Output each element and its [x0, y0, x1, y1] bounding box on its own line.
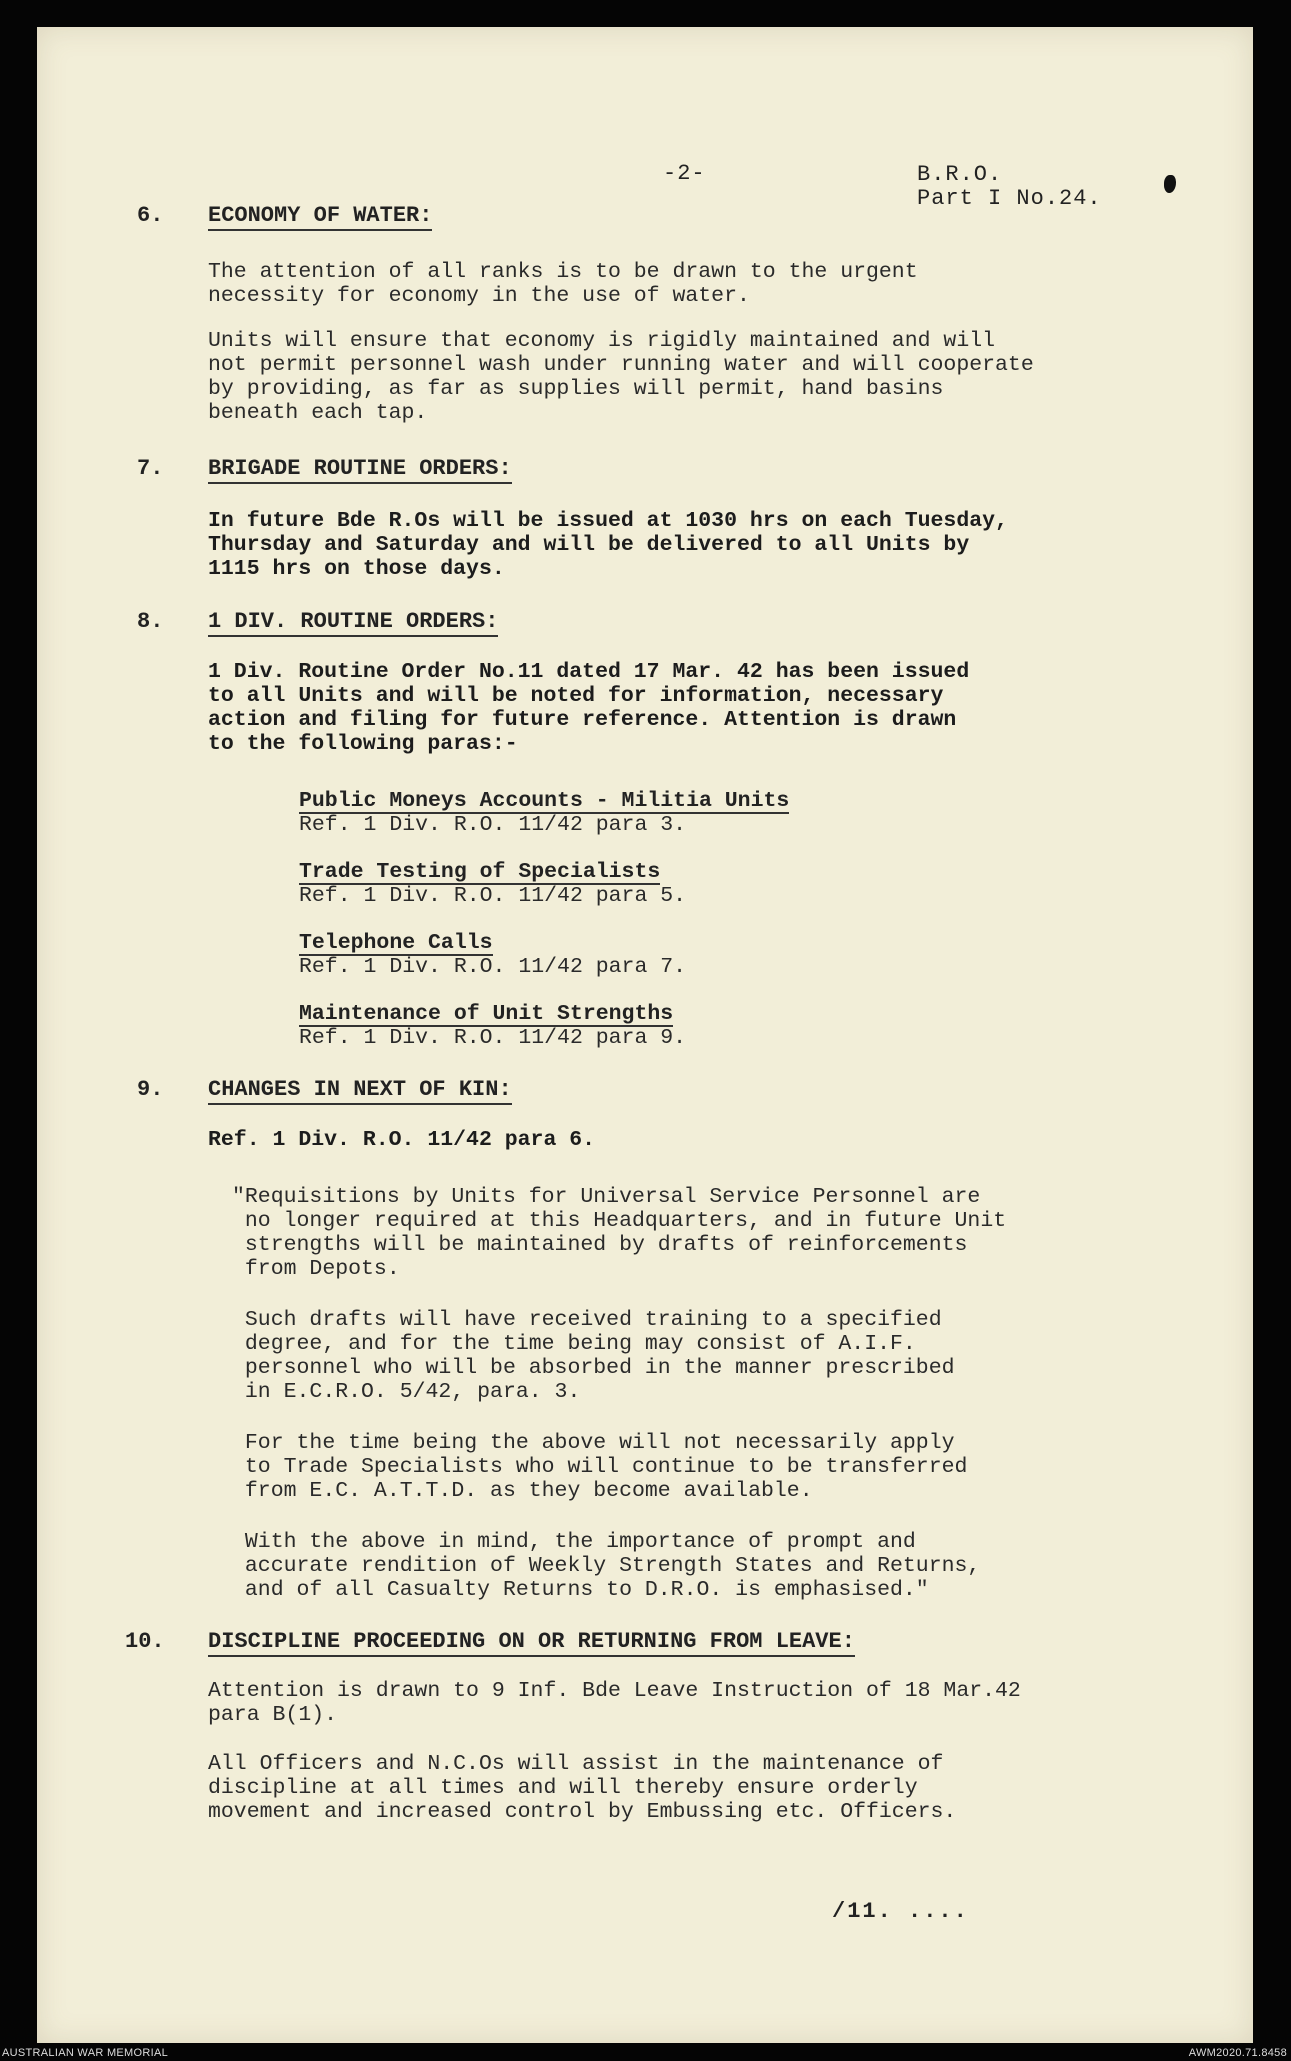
reference-item — [299, 932, 1019, 978]
quoted-paragraph: With the above in mind, the importance of prompt and accurate rendition of Weekly Strength States and Returns, and of all Casualty Returns to D.R.O. is emphasised." — [244, 1530, 981, 1602]
ink-mark — [1164, 175, 1176, 193]
archive-credit: AUSTRALIAN WAR MEMORIAL — [2, 2047, 169, 2059]
section-paragraph: Units will ensure that economy is rigidly maintained and will not permit personnel wash under running water and will cooperate by providing, as far as supplies will permit, hand basins beneath each tap. — [208, 329, 1034, 425]
reference-title: Trade Testing of Specialists — [299, 860, 661, 884]
quoted-paragraph: "Requisitions by Units for Universal Service Personnel are no longer required at this Headquarters, and in future Unit strengths will be maintained by drafts of reinforcements from Depots. — [232, 1185, 1007, 1281]
section-paragraph: Attention is drawn to 9 Inf. Bde Leave Instruction of 18 Mar.42 para B(1). — [208, 1679, 1021, 1727]
reference-title: Telephone Calls — [299, 931, 493, 955]
reference-title: Public Moneys Accounts - Militia Units — [299, 789, 790, 813]
reference-item — [299, 861, 1019, 907]
section-heading: ECONOMY OF WATER: — [208, 204, 432, 231]
reference-citation: Ref. 1 Div. R.O. 11/42 para 3. — [299, 813, 687, 837]
page-number: -2- — [663, 161, 706, 186]
section-number: 10. — [125, 1629, 165, 1654]
section-number: 8. — [137, 609, 164, 634]
reference-item — [299, 790, 1019, 836]
reference-item — [299, 1003, 1019, 1049]
section-number: 7. — [137, 456, 164, 481]
quoted-paragraph: For the time being the above will not necessarily apply to Trade Specialists who will continue to be transferred from E.C. A.T.T.D. as they become available. — [244, 1431, 968, 1503]
reference-citation: Ref. 1 Div. R.O. 11/42 para 7. — [299, 955, 687, 979]
section-number: 9. — [137, 1077, 164, 1102]
order-reference-line-1: B.R.O. — [917, 162, 1003, 187]
section-heading: BRIGADE ROUTINE ORDERS: — [208, 457, 512, 484]
order-reference — [917, 163, 1102, 211]
archive-id: AWM2020.71.8458 — [1188, 2047, 1287, 2059]
section-heading: 1 DIV. ROUTINE ORDERS: — [208, 610, 498, 637]
section-paragraph: The attention of all ranks is to be drawn to the urgent necessity for economy in the use of water. — [208, 260, 918, 308]
quoted-paragraph: Such drafts will have received training to a specified degree, and for the time being may consist of A.I.F. personnel who will be absorbed in the manner prescribed in E.C.R.O. 5/42, para. 3. — [244, 1308, 955, 1404]
section-paragraph: All Officers and N.C.Os will assist in the maintenance of discipline at all times and will thereby ensure orderly movement and increased control by Embussing etc. Officers. — [208, 1752, 957, 1824]
reference-title: Maintenance of Unit Strengths — [299, 1002, 674, 1026]
reference-citation: Ref. 1 Div. R.O. 11/42 para 9. — [299, 1026, 687, 1050]
document-page — [37, 27, 1253, 2043]
order-reference-line-2: Part I No.24. — [917, 186, 1102, 211]
continuation-marker: /11. .... — [832, 1899, 969, 1924]
section-paragraph: In future Bde R.Os will be issued at 1030 hrs on each Tuesday, Thursday and Saturday and will be delivered to all Units by 1115 hrs on those days. — [208, 509, 1008, 581]
section-number: 6. — [137, 203, 164, 228]
section-paragraph: Ref. 1 Div. R.O. 11/42 para 6. — [208, 1128, 596, 1152]
section-heading: CHANGES IN NEXT OF KIN: — [208, 1078, 512, 1105]
section-heading: DISCIPLINE PROCEEDING ON OR RETURNING FROM LEAVE: — [208, 1630, 855, 1657]
section-paragraph: 1 Div. Routine Order No.11 dated 17 Mar. 42 has been issued to all Units and will be noted for information, necessary action and filing for future reference. Attention is drawn to the following paras:- — [208, 660, 970, 756]
reference-citation: Ref. 1 Div. R.O. 11/42 para 5. — [299, 884, 687, 908]
